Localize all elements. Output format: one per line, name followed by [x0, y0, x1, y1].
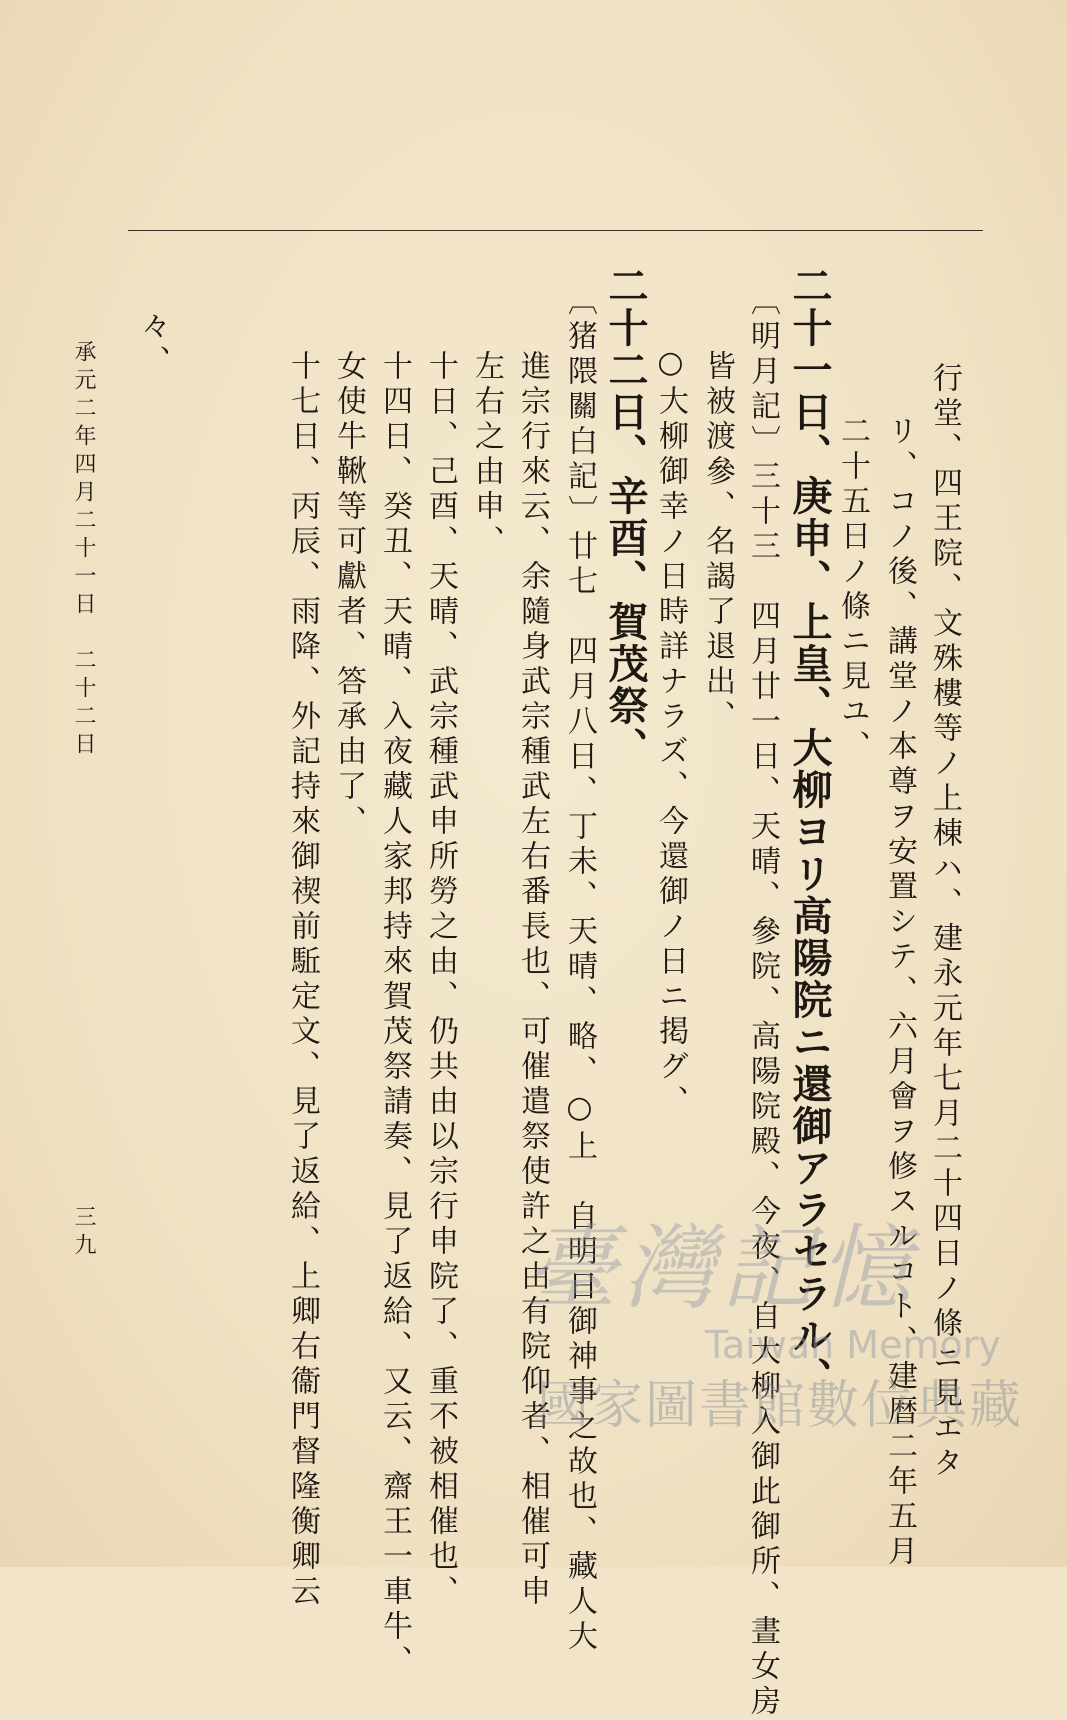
text-column-inokuma: 〔猪隈關白記〕廿七 四月八日、丁未、天晴、略、○上 自明日御神事之故也、藏人大	[562, 285, 597, 1655]
entry-heading-22: 二十二日、辛酉、賀茂祭、	[602, 265, 649, 769]
text-column-1: 行堂、四王院、文殊樓等ノ上棟ハ、建永元年七月二十四日ノ條ニ見エタ	[927, 362, 962, 1482]
text-column-3: 二十五日ノ條ニ見ユ、	[835, 415, 870, 765]
margin-header: 承元二年四月二十一日 二十二日	[71, 340, 96, 760]
text-column-6: 皆被渡參、名謁了退出、	[700, 350, 735, 735]
text-column-2: リ、コノ後、講堂ノ本尊ヲ安置シテ、六月會ヲ修スルコト、建暦二年五月	[882, 415, 917, 1570]
text-column-12: 十日、己酉、天晴、武宗種武申所勞之由、仍共由以宗行申院了、重不被相催也、	[423, 350, 458, 1610]
text-column-mingetsuki: 〔明月記〕三十三 四月廿一日、天晴、參院、高陽院殿、今夜、自大柳入御此御所、晝女房	[745, 285, 780, 1720]
text-column-10: 進宗行來云、余隨身武宗種武左右番長也、可催遣祭使許之由有院仰者、相催可申	[515, 350, 550, 1610]
watermark-title: 臺灣記憶	[525, 1215, 918, 1322]
text-column-15: 十七日、丙辰、雨降、外記持來御禊前駈定文、見了返給、上卿右衞門督隆衡卿云	[285, 350, 320, 1610]
entry-heading-21: 二十一日、庚申、上皇、大柳ヨリ高陽院ニ還御アラセラル、	[786, 265, 833, 1399]
text-column-14: 女使牛鞦等可獻者、答承由了、	[331, 350, 366, 840]
text-column-13: 十四日、癸丑、天晴、入夜藏人家邦持來賀茂祭請奏、見了返給、又云、齋王一車牛、	[377, 350, 412, 1680]
page-number: 三九	[71, 1205, 96, 1261]
note-column: ○大柳御幸ノ日時詳ナラズ、今還御ノ日ニ掲グ、	[653, 345, 688, 1120]
watermark-english: Taiwan Memory	[705, 1323, 1001, 1367]
text-column-11: 左右之由申、	[469, 350, 504, 560]
text-column-16: 々、	[135, 310, 170, 380]
header-rule	[128, 230, 983, 231]
watermark-subtitle: 國家圖書館數位典藏	[537, 1376, 1024, 1436]
